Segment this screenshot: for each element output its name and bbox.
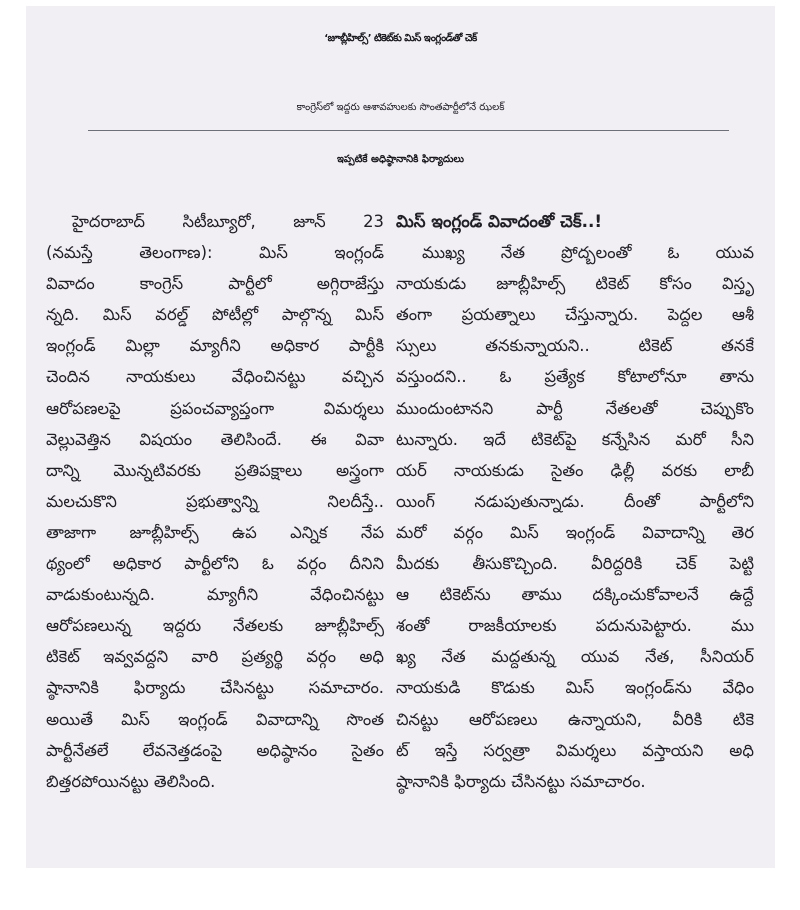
right-column-line: వస్తుందని.. ఓ ప్రత్యేక కోటాలోనూ తాను <box>396 367 754 387</box>
headline: ‘జూబ్లీహిల్స్’ టికెట్‌కు మిస్ ఇంగ్లండ్‌తో చెక్ <box>324 33 477 44</box>
right-column <box>396 206 754 797</box>
left-column-line: చెందిన నాయకులు వేధించినట్టు వచ్చిన <box>46 367 384 387</box>
right-column-line: తంగా ప్రయత్నాలు చేస్తున్నారు. పెద్దల ఆశీ <box>396 305 754 325</box>
left-column-line: వాడుకుంటున్నది. మ్యాగీని వేధించినట్టు <box>46 585 384 605</box>
left-column-line: న్నది. మిస్ వరల్డ్ పోటీల్లో పాల్గొన్న మిస్ <box>46 305 384 325</box>
right-column-line: స్సులు తనకున్నాయని.. టికెట్ తనకే <box>396 336 754 356</box>
right-column-line: యింగ్ నడుపుతున్నాడు. దీంతో పార్టీలోని <box>396 491 754 511</box>
left-column-line: వెల్లువెత్తిన విషయం తెలిసిందే. ఈ వివా <box>46 429 384 449</box>
right-column-line: శంతో రాజకీయాలకు పదునుపెట్టారు. ము <box>396 616 754 636</box>
left-column-line: తాజాగా జూబ్లీహిల్స్ ఉప ఎన్నిక నేప <box>46 522 384 542</box>
left-column-line: బిత్తరపోయినట్టు తెలిసింది. <box>46 771 216 791</box>
right-column-line: ఆ టికెట్‌ను తాము దక్కించుకోవాలనే ఉద్దే <box>396 585 754 605</box>
right-column-line: ట్ ఇస్తే సర్వత్రా విమర్శలు వస్తాయని అధి <box>396 740 754 760</box>
left-column <box>46 206 384 797</box>
right-column-line: ముఖ్య నేత ప్రోద్బలంతో ఓ యువ <box>422 243 754 263</box>
left-column-line: పార్టీనేతలే లేవనెత్తడంపై అధిష్ఠానం సైతం <box>46 740 384 760</box>
column-gutter <box>388 211 389 841</box>
left-column-line: అయితే మిస్ ఇంగ్లండ్ వివాదాన్ని సొంత <box>46 709 384 729</box>
right-column-line: ముందుంటానని పార్టీ నేతలతో చెప్పుకొం <box>396 398 754 418</box>
right-column-subhead: మిస్ ఇంగ్లండ్ వివాదంతో చెక్..! <box>396 211 603 231</box>
newspaper-clipping <box>26 6 775 868</box>
right-column-line: ష్ఠానానికి ఫిర్యాదు చేసినట్టు సమాచారం. <box>396 771 646 791</box>
left-column-line: వివాదం కాంగ్రెస్ పార్టీలో అగ్గిరాజేస్తు <box>46 274 384 294</box>
right-column-line: నాయకుడు జూబ్లీహిల్స్ టికెట్ కోసం విస్తృ <box>396 274 754 294</box>
left-column-line: ష్ఠానానికి ఫిర్యాదు చేసినట్టు సమాచారం. <box>46 678 384 698</box>
left-column-line: ఇంగ్లండ్ మిల్లా మ్యాగీని అధికార పార్టీకి <box>46 336 384 356</box>
right-column-line: యర్ నాయకుడు సైతం ఢిల్లీ వరకు లాబీ <box>396 460 754 480</box>
subheadline: కాంగ్రెస్‌లో ఇద్దరు ఆశావహులకు సొంతపార్టీలోనే ఝలక్ <box>296 102 505 113</box>
left-column-line: థ్యంలో అధికార పార్టీలోని ఓ వర్గం దీనిని <box>46 554 384 574</box>
left-column-line: టికెట్ ఇవ్వవద్దని వారి ప్రత్యర్థి వర్గం అధి <box>46 647 384 667</box>
left-column-line: మలచుకొని ప్రభుత్వాన్ని నిలదీస్తే.. <box>46 491 384 511</box>
right-column-line: మీదకు తీసుకొచ్చింది. వీరిద్దరికి చెక్ పెట్టి <box>396 554 754 574</box>
left-column-line: (నమస్తే తెలంగాణ): మిస్ ఇంగ్లండ్ <box>46 243 384 263</box>
right-column-line: నాయకుడి కొడుకు మిస్ ఇంగ్లండ్‌ను వేధిం <box>396 678 754 698</box>
right-column-line: టున్నారు. ఇదే టికెట్‌పై కన్నేసిన మరో సీని <box>396 429 754 449</box>
right-column-line: చినట్టు ఆరోపణలు ఉన్నాయని, వీరికి టికె <box>396 709 754 729</box>
left-column-line: ఆరోపణలున్న ఇద్దరు నేతలకు జూబ్లీహిల్స్ <box>46 616 384 636</box>
deck-headline: ఇప్పటికే అధిష్ఠానానికి ఫిర్యాదులు <box>336 154 465 165</box>
left-column-line: ఆరోపణలపై ప్రపంచవ్యాప్తంగా విమర్శలు <box>46 398 384 418</box>
left-column-line: హైదరాబాద్ సిటీబ్యూరో, జూన్ 23 <box>72 212 384 231</box>
right-column-line: మరో వర్గం మిస్ ఇంగ్లండ్ వివాదాన్ని తెర <box>396 522 754 542</box>
right-column-line: ఖ్య నేత మద్దతున్న యువ నేత, సీనియర్ <box>396 647 754 667</box>
headline-divider <box>88 130 729 131</box>
left-column-line: దాన్ని మొన్నటివరకు ప్రతిపక్షాలు అస్త్రంగా <box>46 460 384 480</box>
